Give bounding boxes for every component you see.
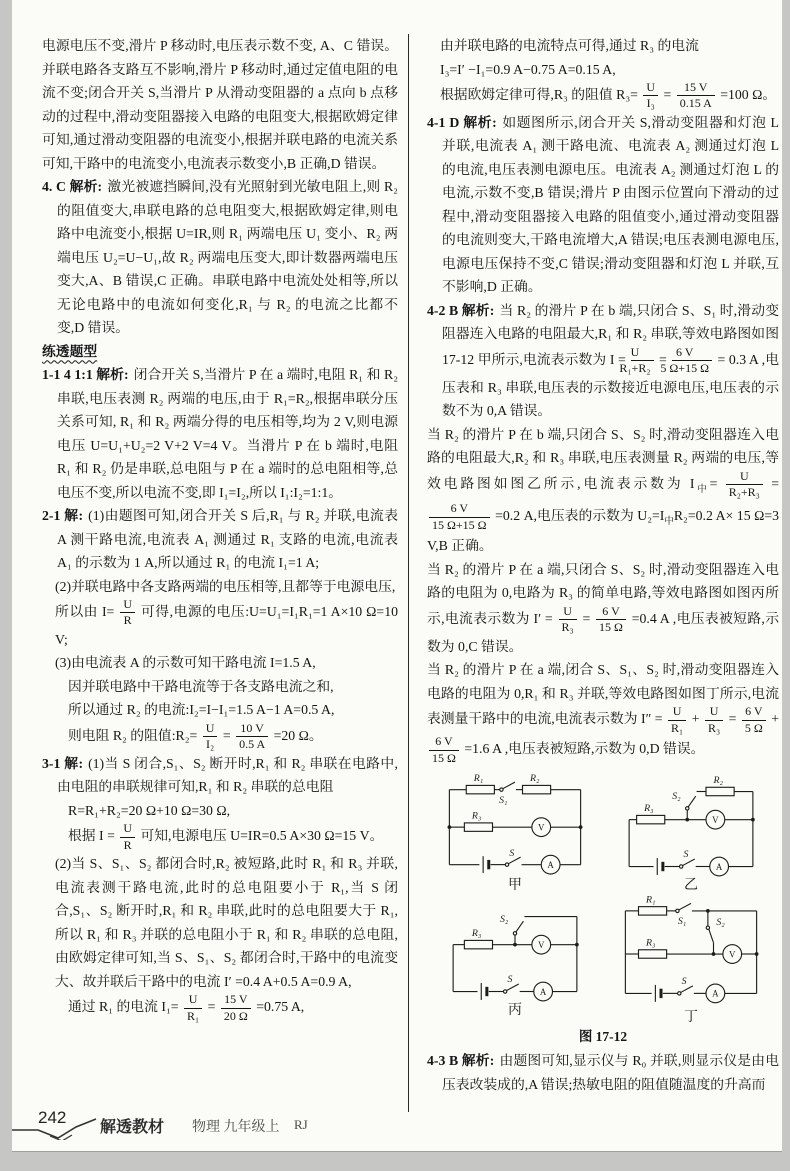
item-label: 4-2 B 解析: (427, 302, 495, 318)
fraction: $\frac{U}{\text{R₁}}$ (184, 993, 202, 1023)
page-number: 242 (38, 1108, 67, 1127)
fraction: $\frac{U}{\text{R₁+R₂}}$ (631, 346, 653, 376)
switch-label: S₂ (716, 916, 725, 928)
item-label: 4-1 D 解析: (427, 114, 497, 130)
figure-label-bing: 丙 (508, 1002, 522, 1018)
figure-label-yi: 乙 (684, 877, 698, 893)
paragraph: (2)当 S、S₁、S₂ 都闭合时,R₂ 被短路,此时 R₁ 和 R₃ 并联,电流表测干路电流,此时的总电阻要小于 R₁,当 S 闭合,S₁、S₂ 断开时,R₁ 和 R₂ 串联,此时的总电阻要大于 R₁,所以 R₁ 和 R₃ 并联的总电阻小于 R₁ 和 R₂ 串联的总电阻,由欧姆定律可知,当 S、S₁、S₂ 都闭合时,干路中的电流变大、故并联后干路中的电流 I′ =0.4 A+0.5 A=0.9 A, (55, 856, 398, 989)
fraction: $\frac{U}{\text{R₃}}$ (705, 705, 723, 735)
resistor-label: R₃ (644, 803, 654, 815)
paragraph: 则电阻 R₂ 的阻值:R₂= $\frac{U}{\text{I₂}}$ = $\frac{10 V}{0.5 A}$ =20 Ω。 (68, 720, 323, 752)
item-label: 4. C 解析: (42, 179, 103, 194)
paragraph: 由并联电路的电流特点可得,通过 R₃ 的电流 (440, 38, 699, 53)
paragraph: R=R₁+R₂=20 Ω+10 Ω=30 Ω, (68, 802, 231, 818)
paragraph: 因并联电路中干路电流等于各支路电流之和, (68, 678, 334, 694)
circuit-diagram-bing (440, 894, 590, 1003)
paragraph: 当 R₂ 的滑片 P 在 b 端,只闭合 S、S₂ 时,滑动变阻器连入电路的电阻最大,R₂ 和 R₃ 串联,电压表测量 R₂ 两端的电压,等效电路图如图乙所示,电流表示数为 $I_中=$ $\frac{U}{\text{R₂+R₃}}$ = $\frac{6 V}{15 \Omega+15 \Omega}$ =0.2 A,电压表的示数为 $U_2=I_中R_2=0.2$ A× 15 Ω=3 V,B 正确。 (427, 426, 779, 554)
fraction: $\frac{U}{\text{I₃}}$ (643, 81, 658, 111)
paragraph: 4-2 B 解析: 当 R₂ 的滑片 P 在 b 端,只闭合 S、S₁ 时,滑动变阻器连入电路的电阻最大,R₁ 和 R₂ 串联,等效电路图如图 17-12 甲所示,电流表示数为 I = $\frac{U}{\text{R₁+R₂}}$ = $\frac{6 V}{5 \Omega+15 \Omega}$ = 0.3 A ,电压表和 R₃ 串联,电压表的示数接近电源电压,电压表的示数不为 0,A 错误。 (427, 302, 779, 419)
section-heading: 练透题型 (42, 343, 98, 359)
resistor-label: R₃ (646, 937, 656, 949)
item-label: 4-3 B 解析: (427, 1053, 495, 1069)
fraction: $\frac{U}{\text{R₃}}$ (559, 605, 577, 635)
circuit-figure (427, 769, 779, 1047)
ammeter-label: A (715, 861, 723, 872)
wires (629, 787, 755, 876)
paragraph: 当 R₂ 的滑片 P 在 a 端,只闭合 S、S₂ 时,滑动变阻器连入电路的电阻为 0,电路为 R₃ 的简单电路,等效电路图如图丙所示,电流表示数为 I′ = $\frac{U}{\text{R₃}}$ = $\frac{6 V}{15 \Omega}$ =0.4 A ,电压表被短路,示数为 0,C 错误。 (427, 561, 779, 654)
figure-caption: 图 17-12 (578, 1029, 628, 1045)
item-label: 1-1 4 1:1 解析: (42, 367, 129, 382)
page-footer (12, 1108, 432, 1148)
fraction: $\frac{6 V}{15 \Omega}$ (596, 605, 626, 635)
switch-label: S₁ (499, 794, 508, 806)
fraction: $\frac{15 V}{20 \Omega}$ (221, 993, 251, 1023)
figure-label-ding: 丁 (684, 1010, 698, 1026)
fraction: $\frac{U}{R}$ (120, 822, 135, 852)
fraction: $\frac{15 V}{0.15 A}$ (677, 81, 715, 111)
paragraph: 根据欧姆定律可得,R₃ 的阻值 R₃= $\frac{U}{\text{I₃}}$ = $\frac{15 V}{0.15 A}$ =100 Ω。 (440, 80, 777, 111)
voltmeter-label: V (729, 949, 736, 960)
resistor-label: R₂ (713, 775, 723, 787)
fraction: $\frac{U}{\text{R₁}}$ (668, 705, 686, 735)
fraction: $\frac{U}{\text{I₂}}$ (203, 722, 218, 752)
ammeter-label: A (539, 986, 547, 997)
paragraph: 4-1 D 解析: 如题图所示,闭合开关 S,滑动变阻器和灯泡 L 并联,电流表 A₁ 测干路电流、电流表 A₂ 测通过灯泡 L 的电流,电压表测电源电压。电流表 A₂ 测通过灯泡 L 的电流,示数不变,B 错误;滑片 P 由图示位置向下滑动的过程中,滑动变阻器接入电路的阻值变小,通过滑动变阻器的电流则变大,干路电流增大,A 错误;电压表测电源电压,电源电压保持不变,C 错误;滑动变阻器和灯泡 L 并联,互不影响,D 正确。 (427, 114, 779, 295)
switch-label: S₁ (677, 915, 687, 927)
fraction: $\frac{U}{\text{R₂+R₃}}$ (726, 470, 763, 500)
voltmeter-label: V (538, 939, 545, 950)
switch-label: S₂ (500, 913, 509, 925)
right-column (427, 34, 779, 1096)
paragraph: 1-1 4 1:1 解析: 闭合开关 S,当滑片 P 在 a 端时,电阻 R₁ 和 R₂ 串联,电压表测 R₂ 两端的电压,由于 R₁=R₂,根据串联分压关系可知, R₁ 和 R₂ 两端分得的电压相等,均为 2 V,则电源电压 U=U₁+U₂=2 V+2 V=4 V。当滑片 P 在 b 端时,电阻 R₁ 和 R₂ 仍是串联,总电阻与 P 在 a 端时的总电阻相等,总电压不变,所以电流不变,即 I₁=I₂,所以 I₁:I₂=1:1。 (42, 367, 398, 500)
paragraph: 所以由 I= $\frac{U}{R}$ 可得,电源的电压:U=U₁=I₁R₁=1 A×10 Ω=10 V; (55, 597, 398, 647)
fraction: $\frac{U}{R}$ (120, 598, 135, 628)
resistor-label: R₁ (473, 773, 484, 785)
paragraph: I₃=I′ −I₁=0.9 A−0.75 A=0.15 A, (440, 61, 616, 77)
figure-label-jia: 甲 (508, 877, 522, 893)
paragraph: 2-1 解: (1)由题图可知,闭合开关 S 后,R₁ 与 R₂ 并联,电流表 A 测干路电流,电流表 A₁ 测通过 R₁ 支路的电流,电流表 A₁ 的示数为 1 A,所以通过 R₁ 的电流 I₁=1 A; (42, 508, 398, 570)
resistor-label: R₃ (471, 928, 482, 940)
circuit-cell-jia (440, 769, 590, 894)
paragraph: 根据 I = $\frac{U}{R}$ 可知,电源电压 U=IR=0.5 A×30 Ω=15 V。 (68, 821, 384, 852)
wires (448, 782, 583, 874)
column-divider (408, 34, 409, 1112)
switch-label: S (507, 973, 513, 985)
fraction: $\frac{6 V}{5 \Omega+15 \Omega}$ (672, 346, 712, 376)
paragraph: 3-1 解: (1)当 S 闭合,S₁、S₂ 断开时,R₁ 和 R₂ 串联在电路中,由电阻的串联规律可知,R₁ 和 R₂ 串联的总电阻 (42, 755, 399, 795)
resistor-label: R₁ (646, 894, 656, 906)
circuit-cell-yi (616, 769, 766, 894)
resistor-label: R₃ (471, 810, 482, 822)
fraction: $\frac{10 V}{0.5 A}$ (236, 722, 268, 752)
subscript: 中 (694, 484, 710, 495)
circuit-diagram-ding (616, 894, 766, 1010)
edition-code: RJ (294, 1117, 308, 1132)
voltmeter-label: V (538, 822, 545, 833)
circuit-grid (427, 769, 779, 1026)
ammeter-label: A (712, 988, 719, 999)
item-label: 3-1 解: (42, 755, 84, 771)
subscript: 中 (664, 516, 674, 527)
paragraph: 4-3 B 解析: 由题图可知,显示仪与 R₀ 并联,则显示仪是由电压表改装成的,A 错误;热敏电阻的阻值随温度的升高而 (427, 1053, 779, 1092)
fraction: $\frac{6 V}{15 \Omega}$ (429, 735, 459, 765)
circuit-cell-bing (440, 894, 590, 1026)
switch-label: S (683, 849, 689, 861)
paragraph: (2)并联电路中各支路两端的电压相等,且都等于电源电压, (55, 578, 396, 594)
brand-name: 解透教材 (100, 1119, 165, 1136)
fraction: $\frac{6 V}{5 \Omega}$ (742, 705, 766, 735)
voltmeter-label: V (712, 815, 719, 825)
book-meta: 物理 九年级上 (192, 1120, 280, 1135)
paragraph: 所以通过 R₂ 的电流:I₂=I−I₁=1.5 A−1 A=0.5 A, (68, 702, 335, 718)
item-label: 2-1 解: (42, 508, 84, 523)
fraction: $\frac{6 V}{15 \Omega+15 \Omega}$ (429, 502, 490, 532)
left-column (42, 34, 398, 1023)
switch-label: S (681, 975, 687, 987)
paragraph: 通过 R₁ 的电流 I₁= $\frac{U}{\text{R₁}}$ = $\frac{15 V}{20 \Omega}$ =0.75 A, (68, 992, 305, 1023)
switch-label: S₂ (672, 791, 681, 803)
page (12, 0, 782, 1151)
resistor-label: R₂ (530, 773, 540, 785)
paragraph: 4. C 解析: 激光被遮挡瞬间,没有光照射到光敏电阻上,则 R₂ 的阻值变大,串联电路的总电阻变大,根据欧姆定律,则电路中电流变小,根据 U=IR,则 R₁ 两端电压 U₁ 变小、R₂ 两端电压 U₂=U−U₁,故 R₂ 两端电压变大,即计数器两端电压变大,A、B 错误,C 正确。串联电路中电流处处相等,所以无论电路中的电流如何变化,R₁ 与 R₂ 的电流之比都不变,D 错误。 (42, 179, 398, 335)
paragraph: 当 R₂ 的滑片 P 在 a 端,闭合 S、S₁、S₂ 时,滑动变阻器连入电路的电阻为 0,R₁ 和 R₃ 并联,等效电路图如图丁所示,电流表测量干路中的电流,电流表示数为 I″ = $\frac{U}{\text{R₁}}$ + $\frac{U}{\text{R₃}}$ = $\frac{6 V}{5 \Omega}$ + $\frac{6 V}{15 \Omega}$ =1.6 A ,电压表被短路,示数为 0,D 错误。 (427, 662, 779, 765)
circuit-diagram-jia (440, 769, 590, 878)
wires (625, 903, 758, 1002)
ammeter-label: A (547, 860, 554, 870)
paragraph: 电源电压不变,滑片 P 移动时,电压表示数不变, A、C 错误。并联电路各支路互不影响,滑片 P 移动时,通过定值电阻的电流不变;闭合开关 S,当滑片 P 从滑动变阻器的 a 点向 b 点移动的过程中,滑动变阻器接入电路的电阻变大,根据欧姆定律可知,通过滑动变阻器的电流变小,根据并联电路的电流关系可知,干路中的电流变小,电流表示数变小,B 正确,D 错误。 (42, 38, 398, 171)
circuit-diagram-yi (616, 769, 766, 878)
paragraph: (3)由电流表 A 的示数可知干路电流 I=1.5 A, (55, 655, 316, 671)
circuit-cell-ding (616, 894, 766, 1026)
switch-label: S (509, 848, 515, 860)
